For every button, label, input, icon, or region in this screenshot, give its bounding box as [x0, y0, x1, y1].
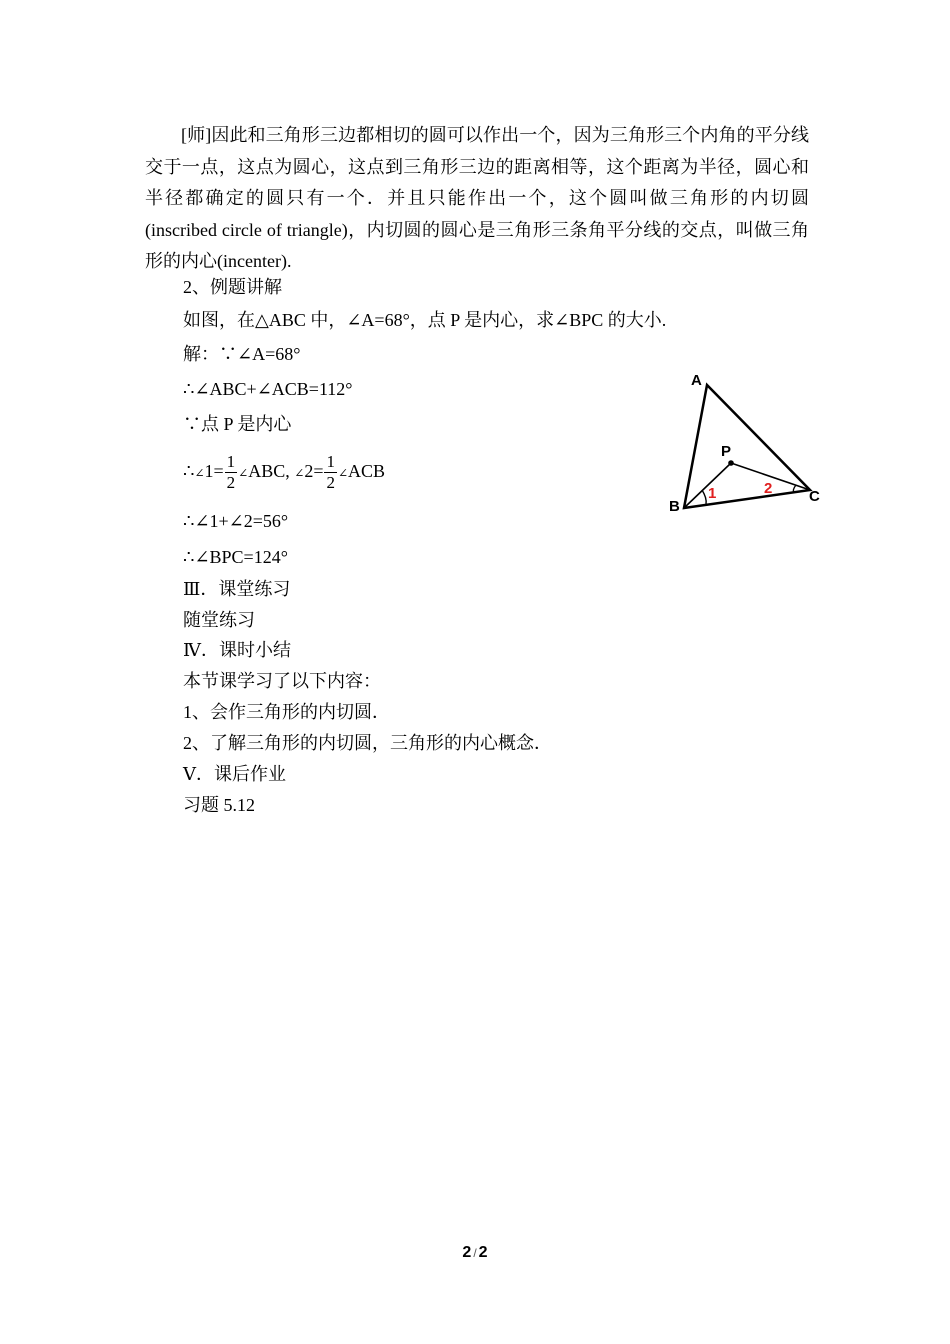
section-4-item-2: 2、了解三角形的内切圆，三角形的内心概念．	[183, 733, 552, 753]
angle-symbol: ∠	[238, 466, 249, 480]
angle-1-arc	[702, 490, 706, 504]
page-separator: /	[473, 1246, 477, 1260]
example-question: 如图，在△ABC 中，∠A=68°，点 P 是内心，求∠BPC 的大小.	[183, 310, 667, 330]
solution-step-5: ∴∠1+∠2=56°	[183, 511, 289, 531]
point-p	[728, 460, 734, 466]
angle-symbol: ∠	[194, 466, 205, 480]
step4-part-d: ACB	[348, 461, 386, 481]
page-current: 2	[462, 1244, 472, 1261]
section-4-title: Ⅳ．课时小结	[183, 640, 291, 660]
angle-1-label: 1	[708, 485, 717, 502]
fraction-numerator: 1	[326, 452, 335, 472]
section-4-intro: 本节课学习了以下内容：	[183, 671, 381, 691]
solution-step-6: ∴∠BPC=124°	[183, 547, 288, 567]
label-b: B	[669, 498, 680, 515]
fraction-half	[324, 452, 337, 493]
label-c: C	[809, 488, 820, 505]
page-total: 2	[478, 1244, 488, 1261]
step4-part-a: 1=	[204, 461, 224, 481]
solution-step-2: ∴∠ABC+∠ACB=112°	[183, 379, 353, 399]
section-5-title: Ⅴ．课后作业	[183, 764, 286, 784]
step4-part-c: 2=	[304, 461, 324, 481]
therefore-symbol: ∴	[183, 461, 195, 481]
label-p: P	[721, 443, 732, 460]
fraction-numerator: 1	[226, 452, 236, 472]
section-4-item-1: 1、会作三角形的内切圆．	[183, 702, 390, 722]
intro-paragraph: [师]因此和三角形三边都相切的圆可以作出一个，因为三角形三个内角的平分线交于一点，这点为圆心，这点到三角形三边的距离相等，这个距离为半径，圆心和半径都确定的圆只有一个．并且只能作出一个，这个圆叫做三角形的内切圆(inscribed circle of triangle)，内切圆的圆心是三角形三条角平分线的交点，叫做三角形的内心(incenter).	[145, 125, 809, 271]
solution-step-1: 解：∵∠A=68°	[183, 344, 301, 364]
section-5-item: 习题 5.12	[183, 795, 255, 815]
angle-2-label: 2	[764, 480, 773, 497]
triangle-figure	[662, 367, 822, 522]
section-3-title: Ⅲ．课堂练习	[183, 579, 291, 599]
solution-step-4	[183, 448, 385, 496]
page-number	[0, 1244, 950, 1262]
triangle-diagram	[662, 367, 822, 522]
fraction-half	[225, 452, 238, 493]
fraction-denominator: 2	[226, 473, 236, 493]
angle-symbol: ∠	[294, 466, 305, 480]
label-a: A	[691, 372, 702, 389]
fraction-denominator: 2	[326, 473, 335, 493]
angle-symbol: ∠	[337, 466, 349, 480]
section-3-item: 随堂练习	[183, 610, 255, 630]
solution-step-3: ∵点 P 是内心	[183, 414, 292, 434]
example-heading: 2、例题讲解	[183, 277, 282, 297]
step4-part-b: ABC,	[248, 461, 295, 481]
